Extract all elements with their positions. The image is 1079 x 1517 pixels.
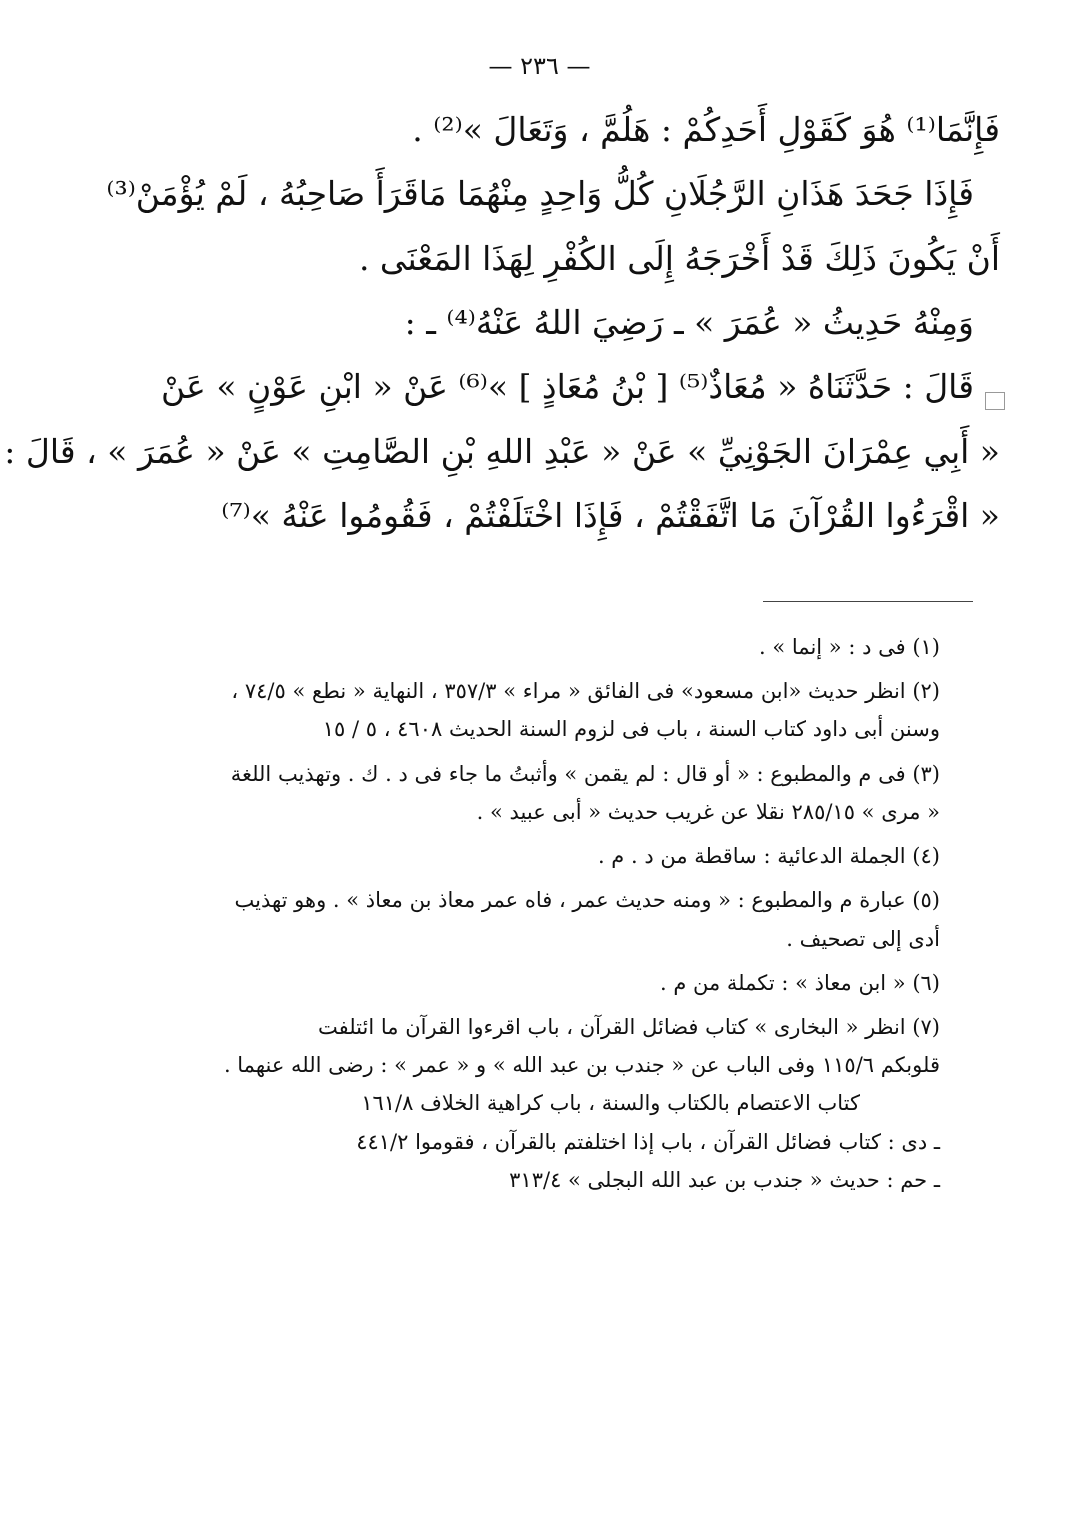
footnote-line: (٥) عبارة م والمطبوع : « ومنه حديث عمر ، فاه عمر معاذ بن معاذ » . وهو تهذيب <box>234 888 940 913</box>
footnote-line: قلوبكم ١١٥/٦ وفى الباب عن « جندب بن عبد الله » و « عمر » : رضى الله عنهما . <box>223 1053 940 1078</box>
text-line: فَإِنَّمَا⁽¹⁾ هُوَ كَقَوْلِ أَحَدِكُمْ : هَلُمَّ ، وَتَعَالَ »⁽²⁾ . <box>412 110 1000 149</box>
footnote-3 <box>125 755 940 831</box>
footnote-line: (٢) انظر حديث «ابن مسعود» فى الفائق « مراء » ٣٥٧/٣ ، النهاية « نطع » ٧٤/٥ ، <box>231 679 940 704</box>
text-line: وَمِنْهُ حَدِيثُ « عُمَرَ » ـ رَضِيَ اللهُ عَنْهُ⁽⁴⁾ ـ : <box>404 303 974 343</box>
footnote-4 <box>125 837 940 875</box>
footnote-2 <box>125 672 940 748</box>
text-line: قَالَ : حَدَّثَنَاهُ « مُعَاذٌ⁽⁵⁾ [ بْنُ مُعَاذٍ ] »⁽⁶⁾ عَنْ « ابْنِ عَوْنٍ » عَنْ <box>161 367 974 407</box>
footnote-line: (٣) فى م والمطبوع : « أو قال : لم يقمن » وأثبتُ ما جاء فى د . ك . وتهذيب اللغة <box>230 761 940 786</box>
footnotes <box>125 628 940 1205</box>
text-line: فَإِذَا جَحَدَ هَذَانِ الرَّجُلَانِ كُلُّ وَاحِدٍ مِنْهُمَا مَاقَرَأَ صَاحِبُهُ ، لَمْ يُؤْمَنْ⁽³⁾ <box>106 174 974 214</box>
footnote-reference: ـ دى : كتاب فضائل القرآن ، باب إذا اختلفتم بالقرآن ، فقوموا ٤٤١/٢ <box>356 1129 940 1154</box>
footnote-reference: ـ حم : حديث « جندب بن عبد الله البجلى » ٣١٣/٤ <box>509 1167 940 1192</box>
main-text <box>4 98 1000 548</box>
page-number: — ٢٣٦ — <box>488 52 591 80</box>
footnote-line: (٧) انظر « البخارى » كتاب فضائل القرآن ، باب اقرءوا القرآن ما ائتلفت <box>317 1014 940 1039</box>
text-line: « أَبِي عِمْرَانَ الجَوْنِيِّ » عَنْ « عَبْدِ اللهِ بْنِ الصَّامِتِ » عَنْ « عُمَرَ » ، قَالَ : <box>4 431 1000 471</box>
text-line: « اقْرَءُوا القُرْآنَ مَا اتَّفَقْتُمْ ، فَإِذَا اخْتَلَفْتُمْ ، فَقُومُوا عَنْهُ »⁽⁷⁾ <box>221 496 1000 536</box>
footnote-line: (٦) « ابن معاذ » : تكملة من م . <box>659 970 940 995</box>
footnote-6 <box>125 964 940 1002</box>
footnote-5 <box>125 881 940 957</box>
footnote-divider <box>763 601 973 602</box>
footnote-1 <box>125 628 940 666</box>
footnote-7 <box>125 1008 940 1199</box>
footnote-reference: كتاب الاعتصام بالكتاب والسنة ، باب كراهية الخلاف ١٦١/٨ <box>361 1091 860 1116</box>
footnote-line: وسنن أبى داود كتاب السنة ، باب فى لزوم السنة الحديث ٤٦٠٨ ، ٥ / ١٥ <box>322 717 940 742</box>
footnote-line: (١) فى د : « إنما » . <box>759 635 940 659</box>
footnote-line: « مرى » ٢٨٥/١٥ نقلا عن غريب حديث « أبى عبيد » . <box>476 799 940 824</box>
text-line: أَنْ يَكُونَ ذَلِكَ قَدْ أَخْرَجَهُ إِلَى الكُفْرِ لِهَذَا المَعْنَى . <box>358 238 1000 278</box>
footnote-line: أدى إلى تصحيف . <box>786 926 940 951</box>
footnote-line: (٤) الجملة الدعائية : ساقطة من د . م . <box>597 844 940 869</box>
